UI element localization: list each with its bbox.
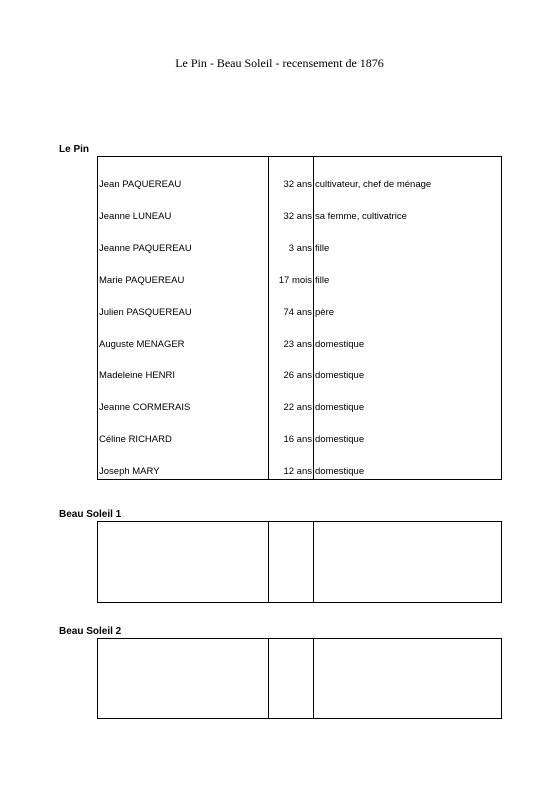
column-divider: [313, 639, 314, 718]
table-row: [98, 274, 501, 288]
person-age: 26 ans: [283, 370, 312, 381]
person-name: Auguste MENAGER: [99, 339, 185, 350]
column-divider: [268, 522, 269, 602]
person-role: domestique: [315, 339, 365, 350]
person-name: Madeleine HENRI: [99, 370, 176, 381]
person-role: sa femme, cultivatrice: [315, 211, 407, 222]
person-age: 74 ans: [283, 307, 312, 318]
person-name: Marie PAQUEREAU: [99, 275, 185, 286]
section-title-beau-soleil-2: Beau Soleil 2: [59, 626, 122, 637]
person-age: 3 ans: [288, 243, 312, 254]
column-divider: [313, 522, 314, 602]
person-name: Céline RICHARD: [99, 434, 172, 445]
person-name: Jeanne LUNEAU: [99, 211, 172, 222]
table-beau-soleil-2: [97, 638, 502, 719]
person-role: domestique: [315, 466, 365, 477]
person-role: père: [315, 307, 335, 318]
person-age: 22 ans: [283, 402, 312, 413]
person-age: 23 ans: [283, 339, 312, 350]
section-title-beau-soleil-1: Beau Soleil 1: [59, 509, 122, 520]
person-role: domestique: [315, 434, 365, 445]
table-le-pin: [97, 156, 502, 480]
table-row: [98, 242, 501, 256]
section-title-le-pin: Le Pin: [59, 144, 90, 155]
person-name: Jeanne PAQUEREAU: [99, 243, 192, 254]
table-row: [98, 401, 501, 415]
table-beau-soleil-1: [97, 521, 502, 603]
person-role: domestique: [315, 370, 365, 381]
table-row: [98, 338, 501, 352]
person-role: fille: [315, 243, 330, 254]
table-row: [98, 433, 501, 447]
person-name: Julien PASQUEREAU: [99, 307, 192, 318]
column-divider: [268, 639, 269, 718]
table-row: [98, 178, 501, 192]
table-row: [98, 210, 501, 224]
table-row: [98, 369, 501, 383]
person-age: 17 mois: [278, 275, 312, 286]
page-title: Le Pin - Beau Soleil - recensement de 1876: [175, 56, 384, 70]
person-age: 32 ans: [283, 211, 312, 222]
table-row: [98, 465, 501, 479]
person-age: 16 ans: [283, 434, 312, 445]
person-name: Jean PAQUEREAU: [99, 179, 182, 190]
person-name: Jeanne CORMERAIS: [99, 402, 191, 413]
person-role: fille: [315, 275, 330, 286]
table-row: [98, 306, 501, 320]
person-name: Joseph MARY: [99, 466, 160, 477]
person-age: 12 ans: [283, 466, 312, 477]
person-role: domestique: [315, 402, 365, 413]
person-age: 32 ans: [283, 179, 312, 190]
person-role: cultivateur, chef de ménage: [315, 179, 432, 190]
